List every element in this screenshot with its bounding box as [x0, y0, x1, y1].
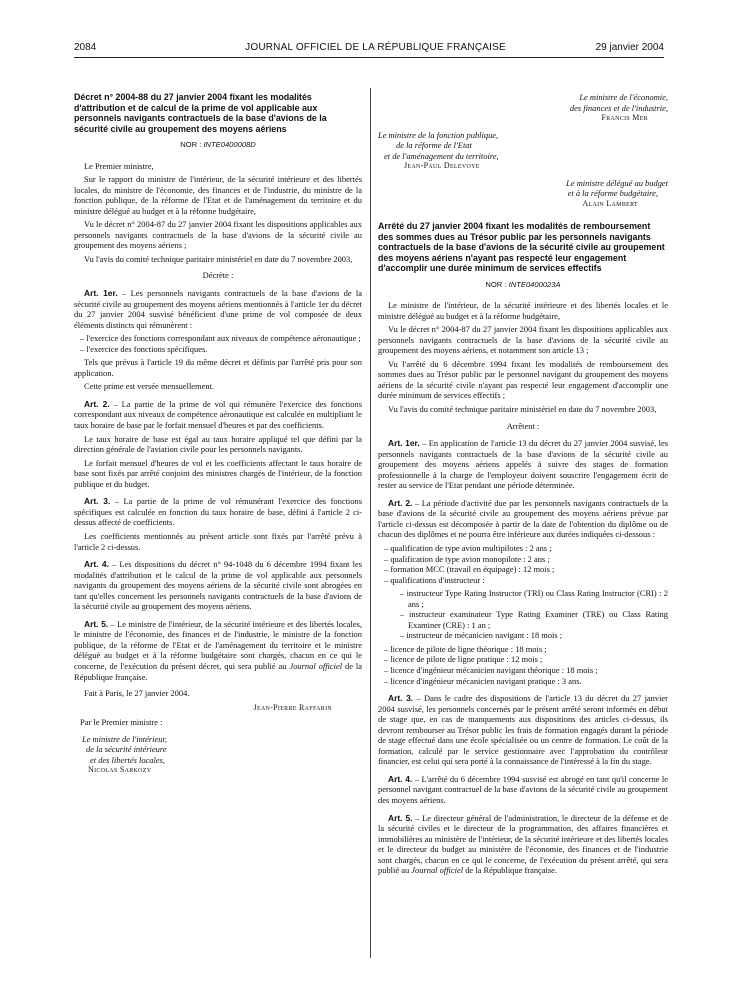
pm-signature [74, 702, 362, 714]
decree-rapport: Sur le rapport du ministre de l'intérieur, de la sécurité intérieure et des libertés locales, du ministre de l'économie, des finances et de l'industrie, du ministre de la fonction publique, de la réforme de l'Etat et de l'aménagement du territoire et du ministre délégué au budget et à la réforme budgétaire, [74, 174, 362, 216]
article-text: – La partie de la prime de vol rémunérant l'exercice des fonctions spécifiques est calculée en fonction du taux horaire de base, défini à l'article 2 ci-dessus affecté de coefficients. [74, 496, 362, 528]
economy-minister-signature [378, 92, 668, 124]
arrete-article-1 [378, 438, 668, 491]
decree-article-5 [74, 619, 362, 682]
signature-line: de la réforme de l'Etat [396, 140, 472, 150]
list-item: – qualifications d'instructeur : [384, 574, 485, 585]
column-divider [370, 88, 371, 958]
signature-name: Jean-Paul Delevoye [404, 161, 480, 170]
article-label: Art. 1er. [388, 438, 420, 449]
issue-date: 29 janvier 2004 [595, 42, 664, 53]
article-text-end: de la République française. [74, 660, 362, 682]
article-text: – En application de l'article 13 du décret du 27 janvier 2004 susvisé, les personnels navigants contractuels de la base d'avions de la sécurité civile au groupement des moyens aériens appelés à suivre des stages de formation professionnelle à la charge de l'employeur doivent souscrire l'engagement écrit de rester au service de l'Etat pendant une période déterminée. [378, 438, 668, 491]
journal-officiel-ref: Journal officiel [411, 865, 464, 876]
decree-nor [74, 140, 362, 151]
article-text: – Dans le cadre des dispositions de l'article 13 du décret du 27 janvier 2004 susvisé, les personnels concernés par le présent arrêté seront informés en début de stage que, en cas de manquements aux dispositions des articles ci-dessus, ils devront rembourser au Trésor public les frais de formation engagés durant la période de stage effectué dans une école spécialisée ou un centre de formation. Le coût de la formation, calculé par le service gestionnaire avec l'approbation du contrôleur financier, est celui qui sera porté à la connaissance de l'intéressé à la fin du stage. [378, 693, 668, 767]
signature-line: et des libertés locales, [90, 754, 165, 765]
signature-line: Le ministre de l'intérieur, [82, 733, 167, 744]
header-rule [74, 57, 664, 58]
interior-minister-signature [74, 734, 362, 776]
arrete-vu-3: Vu l'avis du comité technique paritaire ministériel en date du 7 novembre 2003, [388, 403, 657, 414]
right-column [378, 92, 668, 879]
public-service-minister-signature [378, 130, 668, 172]
page-header [0, 0, 751, 60]
signature-name: Nicolas Sarkozy [88, 765, 152, 775]
article-label: Art. 4. [84, 559, 109, 570]
nor-label: NOR : [485, 279, 507, 289]
article-text: – Le directeur général de l'administration, le directeur de la défense et de la sécurité civiles et le directeur de la programmation, des affaires financières et immobilières au ministère de l'intérieur, de la sécurité intérieure et des libertés locales et le directeur du budget au ministère de l'économie, des finances et de l'industrie sont chargés, chacun en ce qui le concerne, de l'exécution du présent arrêté, qui sera publié au [378, 812, 668, 876]
signature-name: Alain Lambert [582, 198, 638, 208]
article-label: Art. 2. [84, 398, 110, 409]
decree-vu-1: Vu le décret n° 2004-87 du 27 janvier 2004 fixant les dispositions applicables aux personnels navigants contractuels de la base d'avions de la sécurité civile au groupement des moyens aériens ; [74, 219, 362, 251]
article-label: Art. 5. [84, 618, 109, 629]
decree-article-2-p3: Le forfait mensuel d'heures de vol et les coefficients affectant le taux horaire de base sont fixés par arrêté conjoint des ministres chargés de l'intérieur, de la fonction publique et du budget. [74, 457, 362, 489]
arrete-article-3 [378, 693, 668, 767]
decree-article-1-list [74, 333, 362, 354]
signature-line: des finances et de l'industrie, [569, 102, 668, 113]
nor-label: NOR : [180, 140, 202, 149]
arrete-article-5 [378, 813, 668, 876]
arrete-article-2-list-2 [378, 644, 668, 686]
decree-article-2 [74, 399, 362, 431]
left-column [74, 92, 362, 776]
arrete-title: Arrêté du 27 janvier 2004 fixant les modalités de remboursement des sommes dues au Trésor public par les personnels navigants contractuels de la base d'avions de la sécurité civile au groupement des moyens aériens n'ayant pas respecté leur engagement d'accomplir une durée minimum de services effectifs [378, 221, 665, 273]
arrete-article-4 [378, 774, 668, 806]
decree-article-1-p2: Tels que prévus à l'article 19 du même décret et définis par l'arrêté pris pour son application. [74, 357, 362, 378]
article-text: – La période d'activité due par les personnels navigants contractuels de la base d'avions de la sécurité civile au groupement des moyens aériens prévue par l'article ci-dessus est décomposée à partir de la date de l'obtention du diplôme ou de chacun des diplômes et ne pourra être inférieure aux durées indiquées ci-dessous : [378, 497, 668, 540]
list-item: – l'exercice des fonctions spécifiques. [80, 343, 208, 354]
decree-article-3-p2: Les coefficients mentionnés au présent article sont fixés par l'arrêté prévu à l'article 2 ci-dessus. [74, 530, 362, 552]
article-label: Art. 3. [388, 693, 414, 704]
nor-code: INTE0400008D [203, 140, 256, 149]
article-text: – Les personnels navigants contractuels de la base d'avions de la sécurité civile au groupement des moyens aériens mentionnés à l'article 1er du décret du 27 janvier 2004 susvisé bénéficient d'une prime de vol composée de deux éléments distincts qui rémunèrent : [74, 288, 363, 330]
arrete-article-2-list [378, 543, 668, 585]
arrete-vu-1: Vu le décret n° 2004-87 du 27 janvier 2004 fixant les dispositions applicables aux personnels navigants contractuels de la base d'avions de la sécurité civile au groupement des moyens aériens, et notamment son article 13 ; [378, 324, 668, 356]
list-item: – instructeur Type Rating Instructor (TRI) ou Class Rating Instructor (CRI) : 2 ans ; [400, 588, 668, 609]
article-text-end: de la République française. [463, 865, 558, 876]
list-item: – licence d'ingénieur mécanicien navigant théorique : 18 mois ; [384, 665, 598, 675]
article-label: Art. 4. [388, 773, 413, 784]
page-number: 2084 [74, 42, 97, 53]
signature-line: de la sécurité intérieure [86, 744, 167, 755]
decree-article-1 [74, 288, 362, 330]
pm-name: Jean-Pierre Raffarin [253, 702, 332, 712]
par-premier-ministre: Par le Premier ministre : [80, 717, 163, 728]
arrete-intro: Le ministre de l'intérieur, de la sécurité intérieure et des libertés locales et le ministre délégué au budget et à la réforme budgétaire, [378, 300, 668, 321]
article-label: Art. 1er. [84, 288, 118, 299]
decree-article-2-p2: Le taux horaire de base est égal au taux horaire appliqué tel que défini par la direction générale de l'aviation civile pour les personnels navigants. [74, 433, 362, 455]
article-text: – L'arrêté du 6 décembre 1994 susvisé est abrogé en tant qu'il concerne le personnel navigant contractuel de la base d'avions de la sécurité civile au groupement des moyens aériens. [378, 773, 668, 806]
journal-officiel-ref: Journal officiel [289, 660, 343, 671]
decree-intro: Le Premier ministre, [84, 160, 154, 171]
article-label: Art. 5. [388, 812, 413, 823]
arrete-arretent: Arrêtent : [506, 420, 540, 431]
decree-vu-2: Vu l'avis du comité technique paritaire ministériel en date du 7 novembre 2003, [84, 253, 353, 264]
article-text: – Les dispositions du décret n° 94-1048 du 6 décembre 1994 fixant les modalités d'attribution et le calcul de la prime de vol applicable aux personnels navigants du groupement des moyens aériens de la sécurité civile sont abrogées en tant qu'elles concernent les personnels navigants contractuels de la base d'avions de la sécurité civile au groupement des moyens aériens. [74, 559, 362, 612]
signature-line: Le ministre de l'économie, [579, 92, 668, 102]
nor-code: INTE0400023A [508, 279, 561, 289]
decree-decrete: Décrète : [202, 270, 234, 281]
list-item: – l'exercice des fonctions correspondant aux niveaux de compétence aéronautique ; [80, 333, 361, 344]
decree-article-3 [74, 496, 362, 528]
arrete-article-2 [378, 498, 668, 540]
signature-line: et à la réforme budgétaire, [567, 188, 658, 198]
fait-a-paris: Fait à Paris, le 27 janvier 2004. [84, 688, 190, 699]
decree-title: Décret n° 2004-88 du 27 janvier 2004 fixant les modalités d'attribution et de calcul de la prime de vol applicable aux personnels navigants contractuels de la base d'avions de la sécurité civile au groupement des moyens aériens [74, 92, 327, 134]
arrete-nor [378, 280, 668, 291]
signature-name: Francis Mer [601, 113, 648, 122]
list-item: – formation MCC (travail en équipage) : 12 mois ; [384, 564, 555, 575]
list-item: – licence de pilote de ligne pratique : 12 mois ; [384, 654, 543, 665]
article-label: Art. 2. [388, 497, 413, 508]
list-item: – qualification de type avion monopilote : 2 ans ; [384, 553, 550, 564]
article-text: – La partie de la prime de vol qui rémunère l'exercice des fonctions correspondant aux niveaux de compétence aéronautique est calculée en multipliant le taux horaire de base par le forfait mensuel d'heures et par des coefficients. [74, 398, 362, 431]
list-item: – instructeur examinateur Type Rating Examiner (TRE) ou Class Rating Examiner (CRE) : 1 an ; [400, 609, 668, 630]
decree-article-4 [74, 559, 362, 612]
signature-line: Le ministre délégué au budget [566, 177, 668, 188]
signature-line: Le ministre de la fonction publique, [378, 129, 499, 140]
signature-line: et de l'aménagement du territoire, [384, 150, 499, 161]
article-text: – Le ministre de l'intérieur, de la sécurité intérieure et des libertés locales, le ministre de l'économie, des finances et de l'industrie, le ministre de la fonction publique, de la réforme de l'Etat et de l'aménagement du territoire et le ministre délégué au budget et à la réforme budgétaire sont chargés, chacun en ce qui le concerne, de l'exécution du présent décret, qui sera publié au [74, 618, 362, 671]
journal-title: JOURNAL OFFICIEL DE LA RÉPUBLIQUE FRANÇAISE [245, 42, 506, 53]
list-item: – qualification de type avion multipilotes : 2 ans ; [384, 542, 552, 553]
list-item: – licence d'ingénieur mécanicien navigant pratique : 3 ans. [384, 675, 582, 686]
article-label: Art. 3. [84, 496, 111, 507]
budget-minister-signature [378, 178, 668, 210]
arrete-vu-2: Vu l'arrêté du 6 décembre 1994 fixant les modalités de remboursement des sommes dues au Trésor public par le personnel navigant du groupement des moyens aériens de la sécurité civile n'ayant pas respecté leur engagement d'accomplir une durée minimum de services effectifs ; [378, 358, 668, 401]
list-item: – licence de pilote de ligne théorique : 18 mois ; [384, 643, 547, 654]
decree-article-1-p3: Cette prime est versée mensuellement. [84, 381, 215, 392]
arrete-article-2-sublist [378, 588, 668, 641]
list-item: – instructeur de mécanicien navigant : 18 mois ; [400, 630, 563, 641]
